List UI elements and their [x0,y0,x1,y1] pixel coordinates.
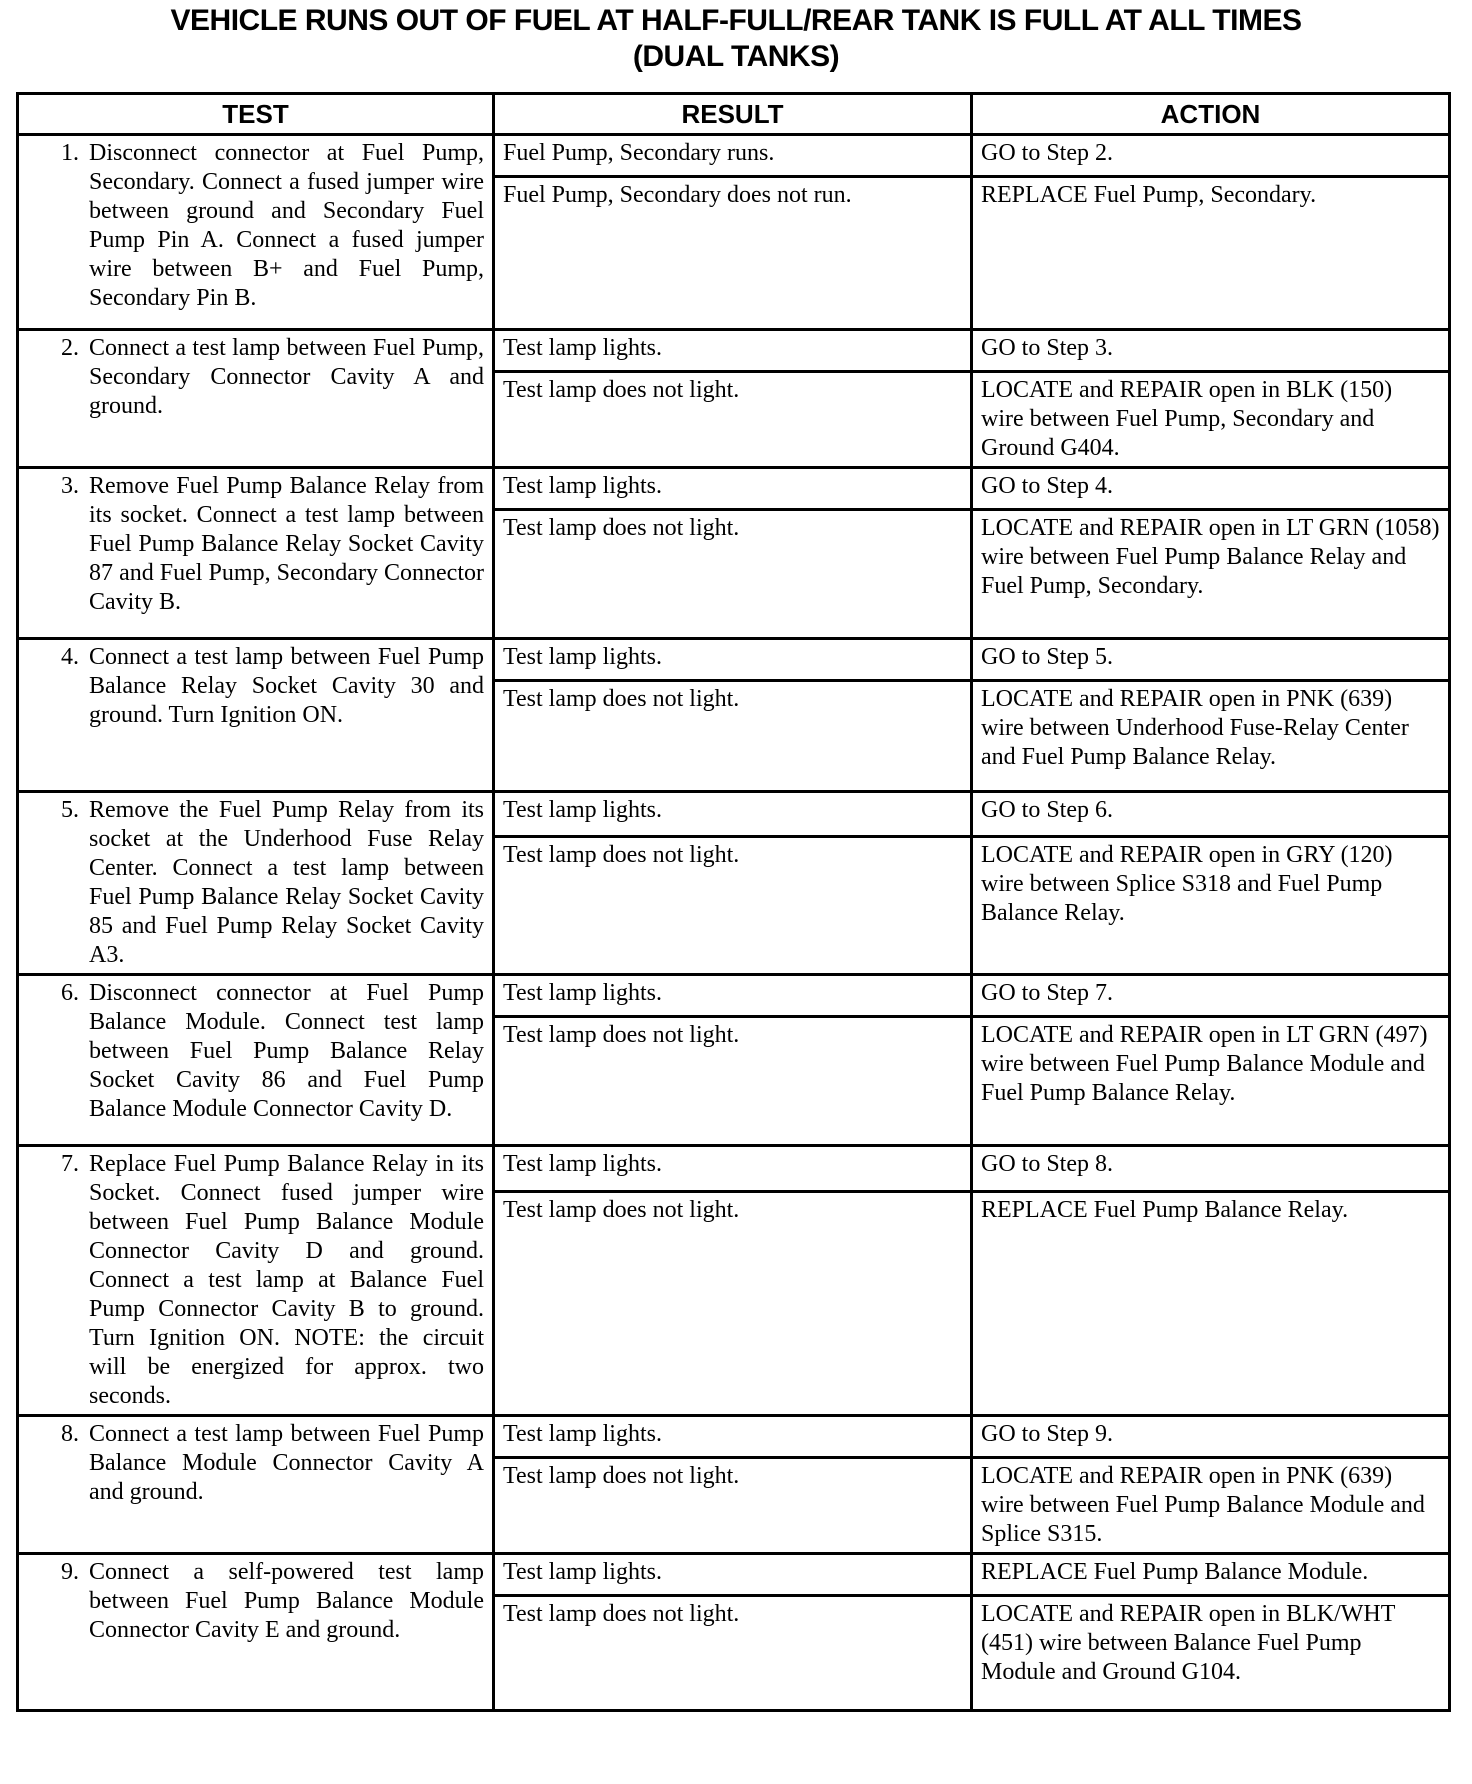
test-text: Replace Fuel Pump Balance Relay in its Socket. Connect fused jumper wire between Fuel Pump Balance Module Connector Cavity D and ground. Connect a test lamp at Balance Fuel Pump Connector Cavity B to ground. Turn Ignition ON. NOTE: the circuit will be energized for approx. two seconds. [89,1151,484,1409]
test-cell [18,975,494,1146]
test-cell [18,1146,494,1416]
step-number: 7. [61,1151,79,1177]
test-step [27,1558,484,1645]
step-number: 8. [61,1421,79,1447]
test-text: Disconnect connector at Fuel Pump Balance Module. Connect test lamp between Fuel Pump Balance Relay Socket Cavity 86 and Fuel Pump Balance Module Connector Cavity D. [89,980,484,1122]
test-text: Remove the Fuel Pump Relay from its socket at the Underhood Fuse Relay Center. Connect a test lamp between Fuel Pump Balance Relay Socket Cavity 85 and Fuel Pump Relay Socket Cavity A3. [89,797,484,968]
result-cell: Test lamp does not light. [494,510,972,639]
action-cell: LOCATE and REPAIR open in LT GRN (497) wire between Fuel Pump Balance Module and Fuel Pump Balance Relay. [972,1017,1450,1146]
header-test: TEST [18,94,494,135]
step-number: 9. [61,1559,79,1585]
step-number: 3. [61,473,79,499]
test-cell [18,135,494,330]
result-cell: Test lamp lights. [494,792,972,837]
table-row [18,975,1450,1017]
page-subtitle: (DUAL TANKS) [632,40,840,73]
table-row [18,1146,1450,1192]
table-body [18,135,1450,1711]
result-cell: Test lamp lights. [494,1146,972,1192]
action-cell: GO to Step 9. [972,1416,1450,1458]
test-step [27,796,484,970]
action-cell: LOCATE and REPAIR open in GRY (120) wire between Splice S318 and Fuel Pump Balance Relay. [972,836,1450,974]
action-cell: LOCATE and REPAIR open in PNK (639) wire between Underhood Fuse-Relay Center and Fuel Pump Balance Relay. [972,681,1450,792]
action-cell: GO to Step 8. [972,1146,1450,1192]
test-text: Connect a test lamp between Fuel Pump Balance Module Connector Cavity A and ground. [89,1421,484,1505]
test-text: Disconnect connector at Fuel Pump, Secondary. Connect a fused jumper wire between ground and Secondary Fuel Pump Pin A. Connect a fused jumper wire between B+ and Fuel Pump, Secondary Pin B. [89,140,484,311]
action-cell: LOCATE and REPAIR open in PNK (639) wire between Fuel Pump Balance Module and Splice S315. [972,1458,1450,1554]
test-step [27,1420,484,1507]
header-action: ACTION [972,94,1450,135]
test-text: Connect a self-powered test lamp between Fuel Pump Balance Module Connector Cavity E and ground. [89,1559,484,1643]
test-text: Remove Fuel Pump Balance Relay from its socket. Connect a test lamp between Fuel Pump Balance Relay Socket Cavity 87 and Fuel Pump, Secondary Connector Cavity B. [89,473,484,615]
test-cell [18,330,494,468]
result-cell: Test lamp lights. [494,330,972,372]
result-cell: Fuel Pump, Secondary does not run. [494,177,972,330]
action-cell: LOCATE and REPAIR open in BLK (150) wire between Fuel Pump, Secondary and Ground G404. [972,372,1450,468]
test-cell [18,468,494,639]
table-row [18,792,1450,837]
action-cell: GO to Step 3. [972,330,1450,372]
test-cell [18,1554,494,1711]
result-cell: Test lamp lights. [494,975,972,1017]
action-cell: GO to Step 7. [972,975,1450,1017]
test-cell [18,792,494,975]
table-row [18,330,1450,372]
step-number: 2. [61,335,79,361]
step-number: 5. [61,797,79,823]
table-row [18,1416,1450,1458]
result-cell: Test lamp does not light. [494,1458,972,1554]
test-step [27,979,484,1124]
result-cell: Test lamp lights. [494,1554,972,1596]
test-cell [18,639,494,792]
header-result: RESULT [494,94,972,135]
table-header-row [18,94,1450,135]
test-step [27,472,484,617]
action-cell: GO to Step 4. [972,468,1450,510]
result-cell: Test lamp does not light. [494,1017,972,1146]
step-number: 6. [61,980,79,1006]
action-cell: REPLACE Fuel Pump Balance Module. [972,1554,1450,1596]
table-row [18,1554,1450,1596]
result-cell: Test lamp lights. [494,639,972,681]
result-cell: Test lamp lights. [494,1416,972,1458]
result-cell: Test lamp does not light. [494,836,972,974]
test-step [27,139,484,313]
table-row [18,639,1450,681]
result-cell: Test lamp lights. [494,468,972,510]
step-number: 1. [61,140,79,166]
diagnostic-table [16,92,1451,1712]
result-cell: Fuel Pump, Secondary runs. [494,135,972,177]
action-cell: GO to Step 6. [972,792,1450,837]
action-cell: LOCATE and REPAIR open in BLK/WHT (451) wire between Balance Fuel Pump Module and Ground G104. [972,1596,1450,1711]
test-text: Connect a test lamp between Fuel Pump, Secondary Connector Cavity A and ground. [89,335,484,419]
test-step [27,334,484,421]
action-cell: REPLACE Fuel Pump Balance Relay. [972,1191,1450,1415]
action-cell: GO to Step 2. [972,135,1450,177]
result-cell: Test lamp does not light. [494,1596,972,1711]
step-number: 4. [61,644,79,670]
result-cell: Test lamp does not light. [494,681,972,792]
table-row [18,468,1450,510]
test-cell [18,1416,494,1554]
result-cell: Test lamp does not light. [494,372,972,468]
test-step [27,1150,484,1411]
action-cell: LOCATE and REPAIR open in LT GRN (1058) wire between Fuel Pump Balance Relay and Fuel Pump, Secondary. [972,510,1450,639]
page-title: VEHICLE RUNS OUT OF FUEL AT HALF-FULL/REAR TANK IS FULL AT ALL TIMES [170,4,1302,37]
test-text: Connect a test lamp between Fuel Pump Balance Relay Socket Cavity 30 and ground. Turn Ignition ON. [89,644,484,728]
table-row [18,135,1450,177]
test-step [27,643,484,730]
result-cell: Test lamp does not light. [494,1191,972,1415]
action-cell: GO to Step 5. [972,639,1450,681]
action-cell: REPLACE Fuel Pump, Secondary. [972,177,1450,330]
